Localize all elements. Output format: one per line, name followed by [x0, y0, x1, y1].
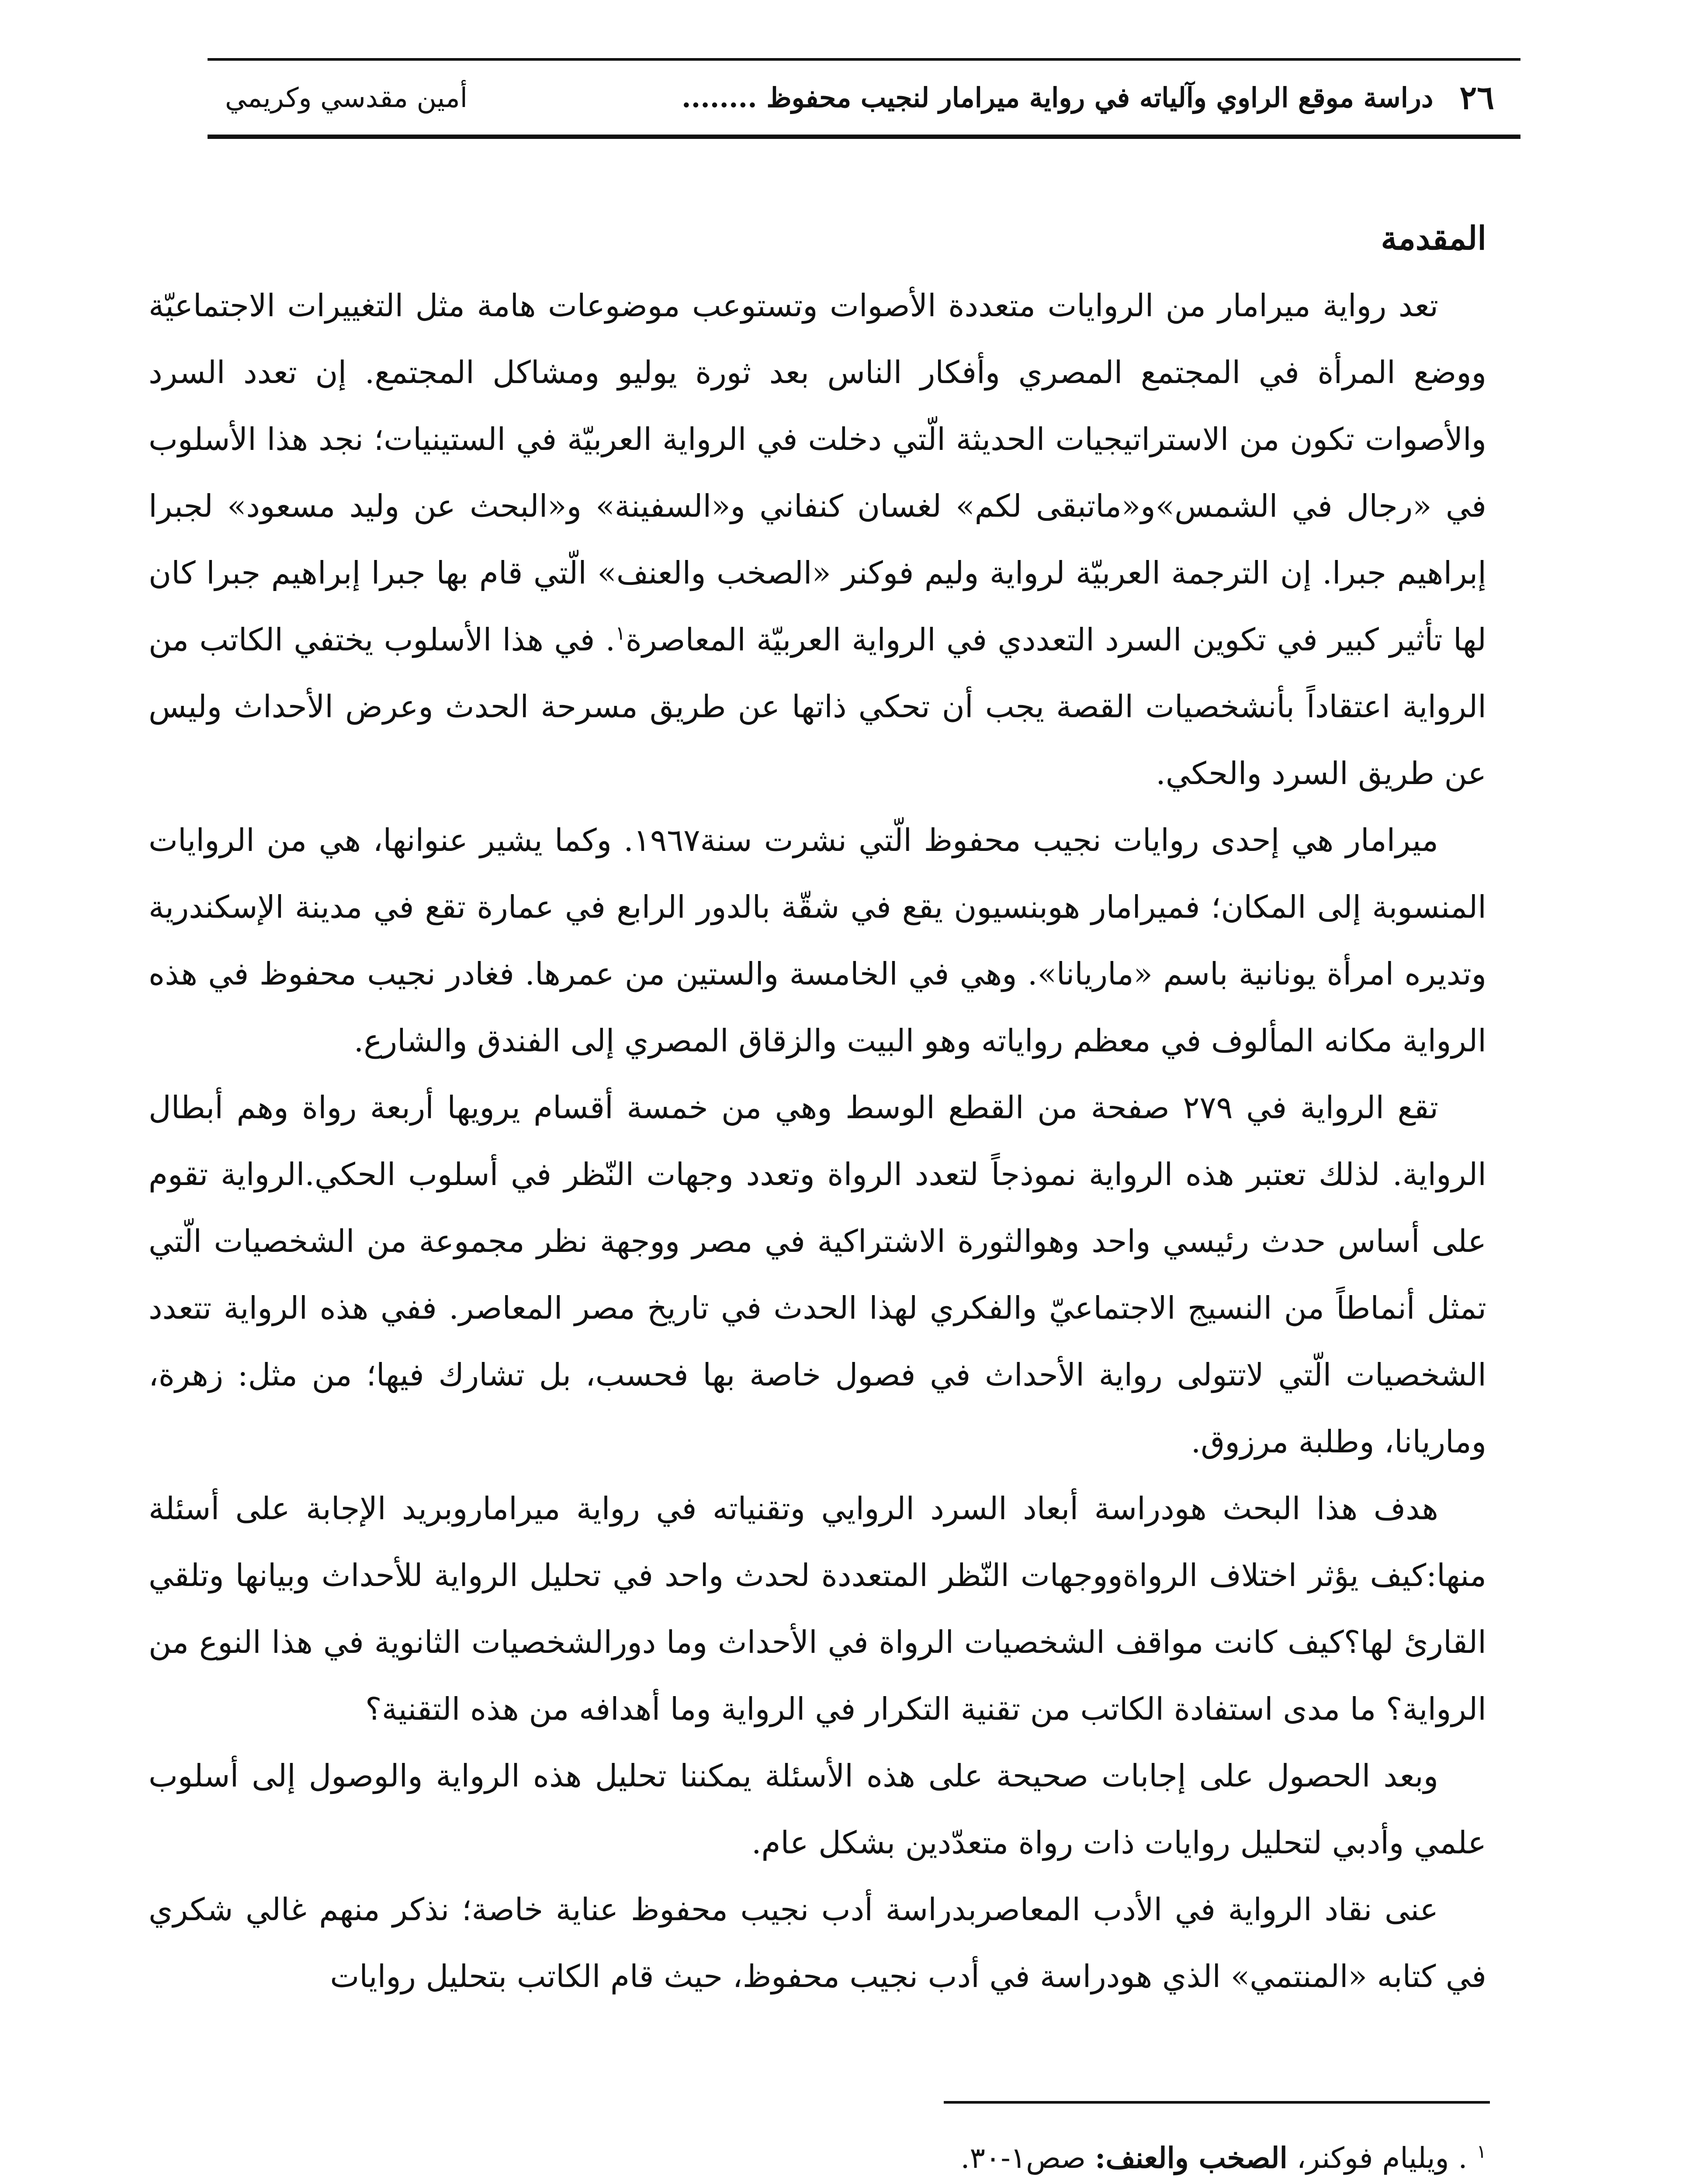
footnote-pages: صص١-٣٠.: [960, 2141, 1086, 2175]
running-authors: أمين مقدسي وكريمي: [225, 82, 468, 114]
footnote-reference[interactable]: ١: [615, 622, 626, 645]
body-text: [149, 205, 1486, 2010]
paragraph-6: عنى نقاد الرواية في الأدب المعاصربدراسة أدب نجيب محفوظ عناية خاصة؛ نذكر منهم غالي شكري في كتابه «المنتمي» الذي هودراسة في أدب نجيب محفوظ، حيث قام الكاتب بتحليل روايات: [149, 1891, 1486, 1994]
paragraph-1-text-continued: . في هذا الأسلوب يختفي الكاتب من الرواية اعتقاداً بأنشخصيات القصة يجب أن تحكي ذاتها عن طريق مسرحة الحدث وعرض الأحداث وليس عن طريق السرد والحكي.: [149, 622, 1486, 791]
footnote: [149, 2136, 1486, 2180]
footnote-marker: ١: [1476, 2141, 1486, 2162]
paragraph-3: تقع الرواية في ٢٧٩ صفحة من القطع الوسط وهي من خمسة أقسام يرويها أربعة رواة وهم أبطال الرواية. لذلك تعتبر هذه الرواية نموذجاً لتعدد الرواة وتعدد وجهات النّظر في أسلوب الحكي.الرواية تقوم على أساس حدث رئيسي واحد وهوالثورة الاشتراكية في مصر ووجهة نظر مجموعة من الشخصيات الّتي تمثل أنماطاً من النسيج الاجتماعيّ والفكري لهذا الحدث في تاريخ مصر المعاصر. ففي هذه الرواية تتعدد الشخصيات الّتي لاتتولى رواية الأحداث في فصول خاصة بها فحسب، بل تشارك فيها؛ من مثل: زهرة، وماريانا، وطلبة مرزوق.: [149, 1089, 1486, 1460]
paragraph-1-text: تعد رواية ميرامار من الروايات متعددة الأصوات وتستوعب موضوعات هامة مثل التغييرات الاجتماعيّة ووضع المرأة في المجتمع المصري وأفكار الناس بعد ثورة يوليو ومشاكل المجتمع. إن تعدد السرد والأصوات تكون من الاستراتيجيات الحديثة الّتي دخلت في الرواية العربيّة في الستينيات؛ نجد هذا الأسلوب في «رجال في الشمس»و«ماتبقى لكم» لغسان كنفاني و«السفينة» و«البحث عن وليد مسعود» لجبرا إبراهيم جبرا. إن الترجمة العربيّة لرواية وليم فوكنر «الصخب والعنف» الّتي قام بها جبرا إبراهيم جبرا كان لها تأثير كبير في تكوين السرد التعددي في الرواية العربيّة المعاصرة: [149, 287, 1486, 658]
running-header: [208, 58, 1520, 139]
paragraph-2: ميرامار هي إحدى روايات نجيب محفوظ الّتي نشرت سنة١٩٦٧. وكما يشير عنوانها، هي من الروايات المنسوبة إلى المكان؛ فميرامار هوبنسيون يقع في شقّة بالدور الرابع في عمارة تقع في مدينة الإسكندرية وتديره امرأة يونانية باسم «ماريانا». وهي في الخامسة والستين من عمرها. فغادر نجيب محفوظ في هذه الرواية مكانه المألوف في معظم رواياته وهو البيت والزقاق المصري إلى الفندق والشارع.: [149, 822, 1486, 1059]
paragraph-1: [149, 272, 1486, 807]
running-title: دراسة موقع الراوي وآلياته في رواية ميرامار لنجيب محفوظ ........: [682, 82, 1434, 114]
section-heading: المقدمة: [1381, 220, 1486, 257]
footnote-title: الصخب والعنف:: [1095, 2141, 1288, 2175]
footnote-author: . ويليام فوكنر،: [1296, 2141, 1468, 2175]
paragraph-5: وبعد الحصول على إجابات صحيحة على هذه الأسئلة يمكننا تحليل هذه الرواية والوصول إلى أسلوب علمي وأدبي لتحليل روايات ذات رواة متعدّدين بشكل عام.: [149, 1758, 1486, 1861]
paragraph-4: هدف هذا البحث هودراسة أبعاد السرد الروايي وتقنياته في رواية ميراماروبريد الإجابة على أسئلة منها:كيف يؤثر اختلاف الرواةووجهات النّظر المتعددة لحدث واحد في تحليل الرواية للأحداث وبيانها وتلقي القارئ لها؟كيف كانت مواقف الشخصيات الرواة في الأحداث وما دورالشخصيات الثانوية في هذا النوع من الرواية؟ ما مدى استفادة الكاتب من تقنية التكرار في الرواية وما أهدافه من هذه التقنية؟: [149, 1490, 1486, 1727]
page-number: ٢٦: [1459, 79, 1494, 117]
footnote-divider: [944, 2101, 1490, 2104]
